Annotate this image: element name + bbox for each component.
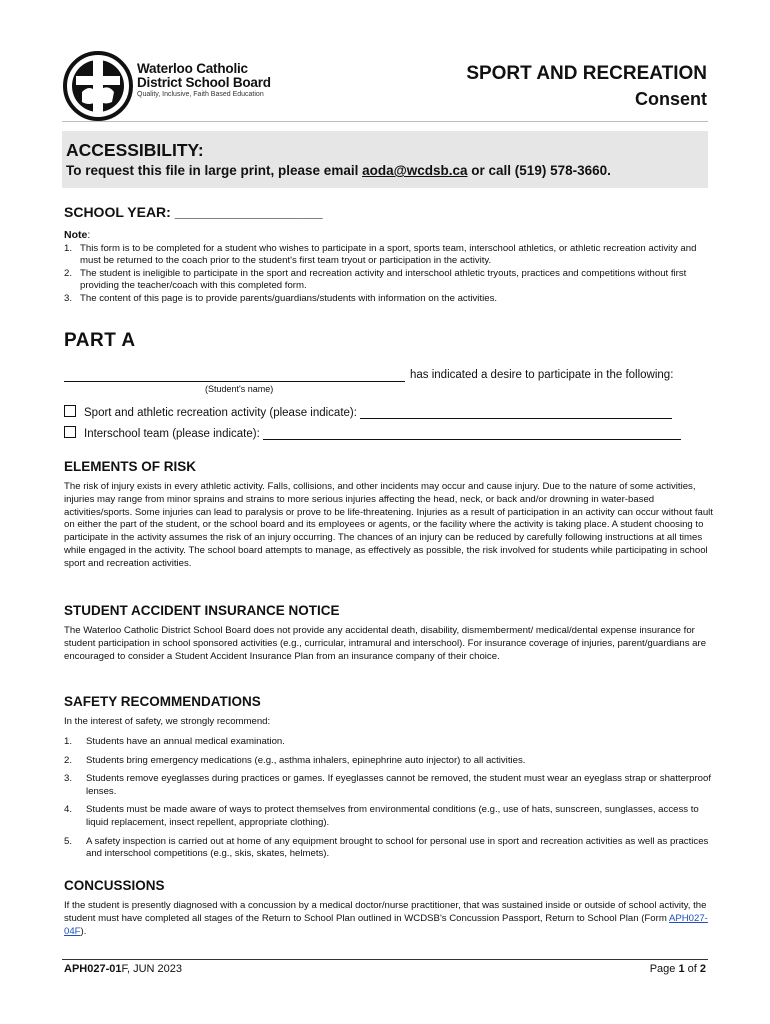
footer-divider [62,959,708,960]
note-item: 1. This form is to be completed for a student who wishes to participate in a sport, sports team, interschool athletics, or athletic recreation activity and must be returned to the coach prior to the student's first team tryout or participation in the activity. [64,243,697,267]
sport-activity-checkbox[interactable] [64,405,76,417]
page-indicator: Page 1 of 2 [649,963,706,975]
safety-item: 5. A safety inspection is carried out at home of any equipment brought to school for personal use in sport and recreation activities as well as practices and interschool competitions (e.g., skis, skates, helmets). [64,835,709,860]
accessibility-heading: ACCESSIBILITY: [66,140,204,160]
safety-item: 3. Students remove eyeglasses during practices or games. If eyeglasses cannot be removed, the student must wear an eyeglass strap or shatterproof lenses. [64,773,711,797]
safety-item: 2. Students bring emergency medications (e.g., asthma inhalers, epinephrine auto injector) to all activities. [64,754,526,766]
insurance-heading: STUDENT ACCIDENT INSURANCE NOTICE [64,603,340,618]
safety-item: 4. Students must be made aware of ways to protect themselves from environmental conditions (e.g., use of hats, sunscreen, sunglasses, access to liquid replacement, insect repellent, appropriate clothing). [64,804,699,828]
student-name-caption: (Student's name) [205,384,274,394]
org-tagline: Quality, Inclusive, Faith Based Education [137,91,264,98]
safety-item: 1. Students have an annual medical examination. [64,736,285,747]
accessibility-text: To request this file in large print, please email aoda@wcdsb.ca or call (519) 578-3660. [66,163,611,178]
option-interschool-row: Interschool team (please indicate): [64,426,681,440]
safety-intro: In the interest of safety, we strongly recommend: [64,716,271,727]
safety-heading: SAFETY RECOMMENDATIONS [64,694,261,709]
board-logo [62,50,134,122]
student-name-line[interactable] [64,381,405,382]
concussions-heading: CONCUSSIONS [64,878,165,893]
note-label: Note: [64,229,91,241]
note-list [64,243,714,305]
org-name: Waterloo Catholic District School Board [137,61,271,90]
accessibility-email-link[interactable]: aoda@wcdsb.ca [362,163,468,178]
form-code: APH027-01F, JUN 2023 [64,963,183,975]
header-divider [62,121,708,122]
risk-heading: ELEMENTS OF RISK [64,459,197,474]
desire-text: has indicated a desire to participate in the following: [410,369,674,381]
crest-icon [62,50,134,122]
concussions-text: If the student is presently diagnosed with a concussion by a medical doctor/nurse practitioner, that was sustained inside or outside of school activity, the student must have completed all stages of the Return to School Plan outlined in WCDSB's Concussion Passport, Return to School Plan (Form APH027-04F). [64,900,708,937]
option-sport-row: Sport and athletic recreation activity (please indicate): [64,405,672,419]
note-item: 2. The student is ineligible to participate in the sport and recreation activity and interschool athletic tryouts, practices and competitions without first providing the teacher/coach with this completed form. [64,267,687,292]
note-item: 3. The content of this page is to provide parents/guardians/students with information on the activities. [64,292,498,304]
safety-list [64,736,714,867]
part-a-heading: PART A [64,330,136,351]
interschool-team-checkbox[interactable] [64,426,76,438]
form-subtitle: Consent [635,89,707,109]
interschool-team-line[interactable] [263,427,681,440]
sport-activity-line[interactable] [360,406,672,419]
school-year-blank[interactable]: ___________________ [174,204,323,220]
school-year-field[interactable]: SCHOOL YEAR: ___________________ [64,204,323,220]
risk-text: The risk of injury exists in every athletic activity. Falls, collisions, and other incidents may occur and cause injury. Due to the nature of some activities, injuries may range from minor sprains and strains to more serious injuries affecting the head, neck, or back and/or drowning in water-based activities/sports. Some injuries can lead to paralysis or prove to be life-threatening. Injuries as a result of participation in an activity can occur without fault on either the part of the student, or the school board and its employees or agents, or the facility where the activity is taking place. A student choosing to participate in the activity assumes the risk of an injury occurring. The chances of an injury can be reduced by carefully following instructions at all times while engaged in the activity. The school board attempts to manage, as effectively as possible, the risk involved for students while participating in school sport and recreation activities. [64,481,713,569]
insurance-text: The Waterloo Catholic District School Board does not provide any accidental death, disability, dismemberment/ medical/dental expense insurance for student participation in school sponsored activities (e.g., curricular, intramural and interschool). For insurance coverage of injuries, parent/guardians are encouraged to consider a Student Accident Insurance Plan from an insurance company of their choice. [64,625,707,662]
form-aph027-04f-link[interactable]: APH027-04F [64,912,708,937]
form-title: SPORT AND RECREATION [466,63,707,84]
